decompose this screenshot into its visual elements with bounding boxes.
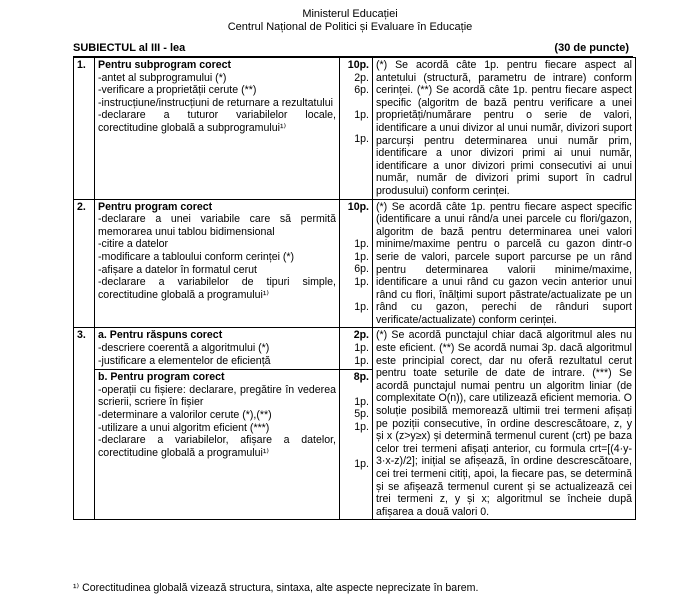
criteria-item: -instrucțiune/instrucțiuni de returnare a rezultatului [98, 96, 333, 109]
points-item: 1p. [354, 300, 369, 313]
grading-table [73, 57, 636, 520]
points-item: 1p. [354, 342, 369, 355]
notes-cell: (*) Se acordă câte 1p. pentru fiecare aspect al antetului (structură, parametru de intrare) conform cerinței. (**) Se acordă câte 1p. pentru fiecare aspect specific (algoritm de bază pentru verificare a unei proprietăți/numărare pentru o serie de valori, identificare a unui divizor al unui număr, divizori suport parcurși pentru determinarea unui număr prim, identificare a unor divizori primi ai unui număr, identificare a unor divizori primi consecutivi ai unui număr, număr de divizori primi suport în cadrul produsului) conform cerinței. [373, 58, 636, 200]
criteria-item: -declarare a variabilelor, afișare a datelor, corectitudine globală a programului¹⁾ [98, 434, 336, 459]
criteria-item: -determinare a valorilor cerute (*),(**) [98, 409, 272, 422]
criteria-item: -utilizare a unui algoritm eficient (***) [98, 421, 270, 434]
notes-cell: (*) Se acordă punctajul chiar dacă algoritmul ales nu este eficient. (**) Se acordă numai 3p. dacă algoritmul este principial corect, dar nu oferă rezultatul cerut pentru toate seturile de date de intrare. (***) Se acordă punctajul numai pentru un algoritm liniar (de complexitate O(n)), care utilizează eficient memoria. O soluție posibilă memorează ultimii trei termeni afișați pe poziții consecutive, în ordine descrescătoare, z, y și x (z>y≥x) și determină termenul curent (crt) pe baza celor trei termeni afișați anterior, cu formula crt=[(4·y-3·x-z)/2]; inițial se afișează, în ordine descrescătoare, cei trei termeni citiți, apoi, la fiecare pas, se determină și se afișează termenul curent și se actualizează cei trei termeni z, y și x; algoritmul se încheie după afișarea a două valori 0. [373, 328, 636, 520]
footnote: ¹⁾ Corectitudinea globală vizează structura, sintaxa, alte aspecte neprecizate în barem. [73, 582, 479, 594]
table-row [74, 328, 636, 520]
points-item: 6p. [354, 263, 369, 276]
document-header [0, 0, 700, 34]
criteria-title-b: b. Pentru program corect [98, 371, 225, 384]
criteria-item: -operații cu fișiere: declarare, pregătire în vederea scrierii, scriere în fișier [98, 383, 336, 409]
points-item: 1p. [354, 275, 369, 288]
points-item: 1p. [354, 133, 369, 146]
points-item: 1p. [354, 250, 369, 263]
points-subsection-b [340, 369, 372, 470]
criteria-item: -justificare a elementelor de eficiență [98, 354, 271, 367]
criteria-cell [95, 58, 340, 200]
points-item: 1p. [354, 108, 369, 121]
ministry-name: Ministerul Educației [302, 8, 398, 20]
points-cell [340, 199, 373, 328]
section-heading [73, 42, 633, 57]
criteria-title: Pentru subprogram corect [98, 59, 232, 71]
criteria-item: -afișare a datelor în formatul cerut [98, 263, 257, 276]
criteria-title-a: a. Pentru răspuns corect [98, 329, 223, 342]
table-row [74, 58, 636, 200]
criteria-cell [95, 199, 340, 328]
criteria-item: -modificare a tabloului conform cerinței (*) [98, 250, 295, 263]
table-row [74, 199, 636, 328]
criteria-title: Pentru program corect [98, 200, 213, 213]
points-item: 1p. [354, 421, 369, 434]
points-title-b: 8p. [353, 371, 369, 384]
points-item: 1p. [354, 238, 369, 251]
criteria-item: -verificare a proprietății cerute (**) [98, 84, 257, 97]
points-item: 1p. [354, 395, 369, 408]
section-points: (30 de puncte) [554, 42, 629, 54]
row-number: 1. [74, 58, 95, 200]
criteria-item: -declarare a unei variabile care să permită memorarea unui tablou bidimensional [98, 213, 336, 238]
subsection-b [95, 369, 339, 459]
points-cell [340, 328, 373, 520]
criteria-cell [95, 328, 340, 520]
criteria-item: -antet al subprogramului (*) [98, 71, 227, 84]
points-title: 10p. [347, 59, 369, 71]
row-number: 2. [74, 199, 95, 328]
criteria-item: -descriere coerentă a algoritmului (*) [98, 342, 270, 355]
points-title: 10p. [347, 200, 369, 213]
points-item: 1p. [354, 457, 369, 470]
points-title-a: 2p. [353, 329, 369, 342]
points-item: 6p. [354, 84, 369, 97]
notes-cell: (*) Se acordă câte 1p. pentru fiecare aspect specific (identificare a unui rând/a unei parcele cu flori/gazon, algoritm de bază pentru determinarea unei valori minime/maxime pentru o parcelă cu gazon dintr-o serie de valori, parcele suport parcurse pe un rând pentru determinarea valorii minime/maxime, identificare a unui rând cu gazon vecin anterior unui rând cu flori, înălțimi suport păstrate/actualizate pe un rând cu gazon, perechi de rânduri suport verificate/actualizate) conform cerinței. [373, 199, 636, 328]
points-cell [340, 58, 373, 200]
points-item: 2p. [354, 71, 369, 84]
points-item: 1p. [354, 354, 369, 367]
criteria-item: -citire a datelor [98, 238, 169, 251]
points-item: 5p. [354, 408, 369, 421]
criteria-item: -declarare a tuturor variabilelor locale, corectitudine globală a subprogramului¹⁾ [98, 109, 336, 134]
criteria-item: -declarare a variabilelor de tipuri simple, corectitudine globală a programului¹⁾ [98, 276, 336, 301]
section-title: SUBIECTUL al III - lea [73, 42, 186, 54]
row-number: 3. [74, 328, 95, 520]
center-name: Centrul Național de Politici și Evaluare în Educație [227, 21, 473, 33]
